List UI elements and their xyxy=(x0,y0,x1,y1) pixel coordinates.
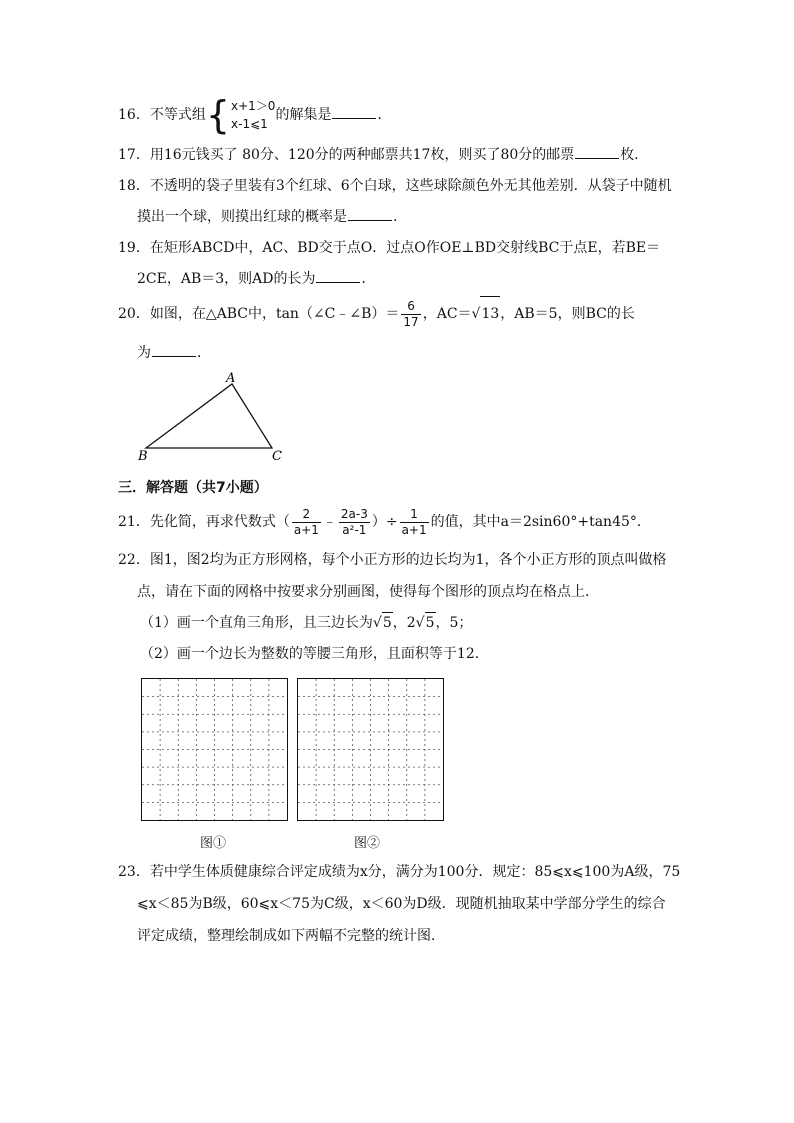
sqrt-5: √ 5 xyxy=(416,612,436,633)
fraction-2a-3-over-a2-1: $\frac{2a-3}{\text{a²-1}}$ xyxy=(340,506,368,537)
q19-line2: 2CE，AB＝3，则AD的长为 xyxy=(137,271,316,287)
figure-caption-2: 图② xyxy=(354,836,381,851)
sqrt-icon: √ xyxy=(471,306,481,322)
grid-lines xyxy=(298,679,443,820)
inequality-1: x+1＞0 xyxy=(231,99,276,113)
sqrt-13: √ 13 xyxy=(472,296,501,331)
triangle-abc xyxy=(146,384,272,448)
q20-number: 20． xyxy=(118,306,150,322)
q23-number: 23． xyxy=(118,864,150,880)
q18-line1: 不透明的袋子里装有3个红球、6个白球，这些球除颜色外无其他差别．从袋子中随机 xyxy=(149,178,672,194)
q18-number: 18． xyxy=(118,178,150,194)
q17-text: 用16元钱买了 80分、120分的两种邮票共17枚，则买了80分的邮票 xyxy=(149,147,575,163)
question-23: 23．若中学生体质健康综合评定成绩为x分，满分为100分．规定：85⩽x⩽100为A级，75 xyxy=(118,864,681,880)
grid-lines xyxy=(142,679,287,820)
question-23-cont2: 评定成绩，整理绘制成如下两幅不完整的统计图． xyxy=(137,928,445,944)
question-19-cont: 2CE，AB＝3，则AD的长为 ． xyxy=(137,268,375,289)
fraction-1-over-a-plus-1: $\frac{1}{a+1}$ xyxy=(401,506,427,537)
vertex-label-c: C xyxy=(272,449,282,464)
q18-line2: 摸出一个球，则摸出红球的概率是 xyxy=(137,209,347,225)
grid-figure-2 xyxy=(297,678,444,821)
sqrt-5: √ 5 xyxy=(373,612,393,633)
question-22-cont: 点，请在下面的网格中按要求分别画图，使得每个图形的顶点均在格点上． xyxy=(137,584,599,600)
question-17: 17．用16元钱买了 80分、120分的两种邮票共17枚，则买了80分的邮票 枚． xyxy=(118,144,648,165)
fraction-6-17: $\frac{6}{17}$ xyxy=(403,298,419,329)
q16-number: 16． xyxy=(118,107,150,123)
question-22-part1: （1）画一个直角三角形，且三边长为 √ 5 ，2 √ 5 ，5； xyxy=(140,612,472,633)
q21-number: 21． xyxy=(118,514,150,530)
vertex-label-a: A xyxy=(226,371,236,386)
question-22-part2: （2）画一个边长为整数的等腰三角形，且面积等于12． xyxy=(140,646,489,662)
grid-figure-1 xyxy=(141,678,288,821)
brace-icon: { xyxy=(205,93,231,137)
question-18-cont: 摸出一个球，则摸出红球的概率是 ． xyxy=(137,206,407,227)
q16-postfix: 的解集是 xyxy=(275,107,332,123)
inequality-2: x-1⩽1 xyxy=(231,117,268,131)
q20-prefix: 如图，在△ABC中，tan（∠C﹣∠B）＝ xyxy=(149,306,400,322)
question-20: 20．如图，在△ABC中，tan（∠C﹣∠B）＝ $\frac{6}{17}$ ，AC＝ √ 13 ，AB＝5，则BC的长 xyxy=(118,296,635,331)
question-23-cont1: ⩽x＜85为B级，60⩽x＜75为C级，x＜60为D级．现随机抽取某中学部分学生的综合 xyxy=(137,896,666,912)
sqrt-icon: √ xyxy=(372,615,382,631)
question-21: 21．先化简，再求代数式（ $\frac{2}{a+1}$ ﹣ $\frac{2a-3}{\text{a²-1}}$ ）÷ $\frac{1}{a+1}$ 的值，其中a＝2sin60°+tan45°． xyxy=(118,506,651,537)
sqrt-icon: √ xyxy=(415,615,425,631)
q16-prefix: 不等式组 xyxy=(149,107,206,123)
question-16: 16．不等式组 { x+1＞0 x-1⩽1 的解集是 ． xyxy=(118,93,392,137)
vertex-label-b: B xyxy=(138,449,148,464)
question-20-cont: 为 ． xyxy=(137,342,211,363)
q19-number: 19． xyxy=(118,240,150,256)
question-22: 22．图1，图2均为正方形网格，每个小正方形的边长均为1，各个小正方形的顶点叫做格 xyxy=(118,552,667,568)
q22-number: 22． xyxy=(118,552,150,568)
q17-number: 17． xyxy=(118,147,150,163)
section-heading: 三．解答题（共7小题） xyxy=(118,480,268,496)
figure-caption-1: 图① xyxy=(200,836,227,851)
fraction-2-over-a-plus-1: $\frac{2}{a+1}$ xyxy=(293,506,319,537)
q19-line1: 在矩形ABCD中，AC、BD交于点O．过点O作OE⊥BD交射线BC于点E，若BE＝ xyxy=(149,240,661,256)
